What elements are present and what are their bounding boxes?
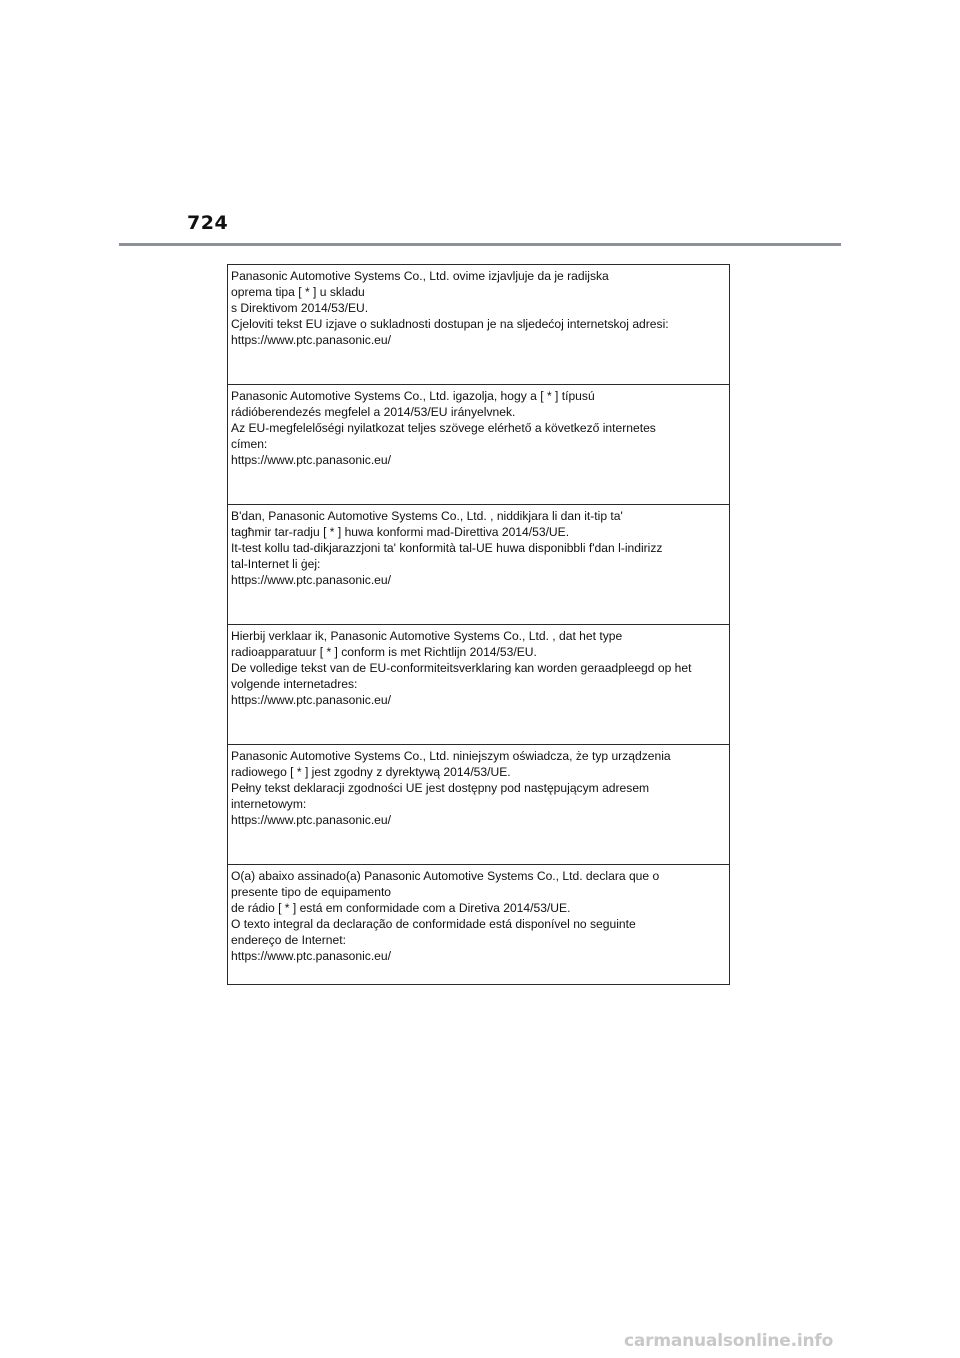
declaration-url: https://www.ptc.panasonic.eu/ <box>231 453 391 467</box>
declaration-cell-maltese <box>228 504 729 624</box>
declaration-line: Pełny tekst deklaracji zgodności UE jest dostępny pod następującym adresem <box>231 781 650 795</box>
declaration-line: s Direktivom 2014/53/EU. <box>231 301 369 315</box>
declaration-line: radiowego [ * ] jest zgodny z dyrektywą 2014/53/UE. <box>231 765 511 779</box>
declaration-cell-polish <box>228 744 729 864</box>
declaration-cell-dutch <box>228 624 729 744</box>
declaration-line: radioapparatuur [ * ] conform is met Richtlijn 2014/53/EU. <box>231 645 537 659</box>
watermark: carmanualsonline.info <box>624 1331 834 1351</box>
declaration-line: Panasonic Automotive Systems Co., Ltd. igazolja, hogy a [ * ] típusú <box>231 389 595 403</box>
declaration-line: O texto integral da declaração de conformidade está disponível no seguinte <box>231 917 636 931</box>
declaration-cell-croatian <box>228 265 729 384</box>
declaration-url: https://www.ptc.panasonic.eu/ <box>231 949 391 963</box>
declaration-url: https://www.ptc.panasonic.eu/ <box>231 573 391 587</box>
declaration-line: It-test kollu tad-dikjarazzjoni ta' konformità tal-UE huwa disponibbli f'dan l-indirizz <box>231 541 663 555</box>
declaration-table <box>227 264 730 985</box>
declaration-line: Cjeloviti tekst EU izjave o sukladnosti dostupan je na sljedećoj internetskoj adresi: <box>231 317 669 331</box>
declaration-line: Panasonic Automotive Systems Co., Ltd. niniejszym oświadcza, że typ urządzenia <box>231 749 671 763</box>
declaration-cell-portuguese <box>228 864 729 984</box>
declaration-line: rádióberendezés megfelel a 2014/53/EU irányelvnek. <box>231 405 516 419</box>
declaration-line: O(a) abaixo assinado(a) Panasonic Automotive Systems Co., Ltd. declara que o <box>231 869 660 883</box>
declaration-line: endereço de Internet: <box>231 933 346 947</box>
declaration-line: tagħmir tar-radju [ * ] huwa konformi mad-Direttiva 2014/53/UE. <box>231 525 570 539</box>
declaration-line: presente tipo de equipamento <box>231 885 392 899</box>
declaration-line: de rádio [ * ] está em conformidade com a Diretiva 2014/53/UE. <box>231 901 571 915</box>
declaration-line: címen: <box>231 437 268 451</box>
declaration-cell-hungarian <box>228 384 729 504</box>
declaration-url: https://www.ptc.panasonic.eu/ <box>231 813 391 827</box>
header-divider <box>119 243 841 246</box>
declaration-line: Hierbij verklaar ik, Panasonic Automotive Systems Co., Ltd. , dat het type <box>231 629 623 643</box>
declaration-line: tal-Internet li ġej: <box>231 557 321 571</box>
declaration-line: oprema tipa [ * ] u skladu <box>231 285 365 299</box>
declaration-line: Panasonic Automotive Systems Co., Ltd. ovime izjavljuje da je radijska <box>231 269 609 283</box>
declaration-url: https://www.ptc.panasonic.eu/ <box>231 333 391 347</box>
declaration-url: https://www.ptc.panasonic.eu/ <box>231 693 391 707</box>
declaration-line: volgende internetadres: <box>231 677 358 691</box>
declaration-line: internetowym: <box>231 797 307 811</box>
page-number: 724 <box>187 212 229 234</box>
declaration-line: De volledige tekst van de EU-conformiteitsverklaring kan worden geraadpleegd op het <box>231 661 692 675</box>
declaration-line: B'dan, Panasonic Automotive Systems Co., Ltd. , niddikjara li dan it-tip ta' <box>231 509 623 523</box>
declaration-line: Az EU-megfelelőségi nyilatkozat teljes szövege elérhető a következő internetes <box>231 421 656 435</box>
